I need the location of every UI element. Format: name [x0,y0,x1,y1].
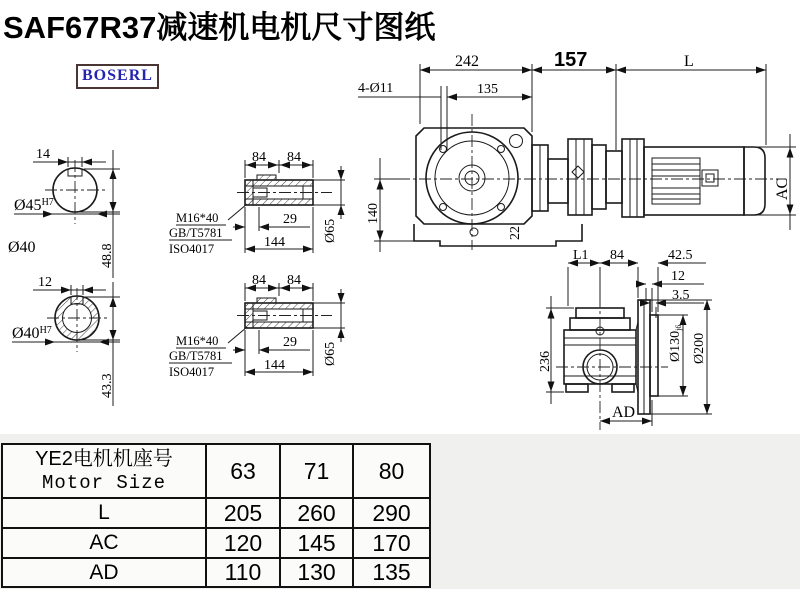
header-cn: YE2电机机座号 [35,448,173,470]
dim-bushing2-84b: 84 [287,273,301,288]
dim-135: 135 [477,82,498,97]
view-bushing-top [169,150,345,256]
dim-42-5: 42.5 [668,248,693,263]
dim-bushing-144: 144 [264,235,285,250]
row-label-AD: AD [2,558,206,587]
label-outer-dia: Ø40 [8,239,36,256]
label-bore-top: $Ø45^{H7}$ [14,197,54,214]
col-size-80: 80 [353,444,430,498]
row-label-L: L [2,498,206,528]
dim-L: L [684,53,694,70]
dim-bushing2-84a: 84 [252,273,266,288]
dim-key-width-top: 14 [36,147,50,162]
cell-L-63: 205 [206,498,280,528]
dim-22: 22 [508,226,523,240]
dim-L1: L1 [573,248,589,263]
view-bushing-bottom [169,273,345,379]
view-gearbox-back [538,248,712,430]
note-std-iso: ISO4017 [169,242,215,256]
dim-bushing2-29: 29 [283,335,297,350]
note-std-iso-2: ISO4017 [169,365,215,379]
note-thread-2: M16*40 [176,334,219,348]
dim-84-back: 84 [610,248,624,263]
cell-L-71: 260 [280,498,353,528]
brand-logo: BOSERL [76,64,159,89]
col-size-71: 71 [280,444,353,498]
table-row-AD [2,558,430,587]
cell-AD-71: 130 [280,558,353,587]
dim-bushing2-144: 144 [264,358,285,373]
dim-12-back: 12 [671,269,685,284]
table-header-motor-size [2,444,206,498]
dim-140: 140 [366,203,381,224]
dim-key-height-top: 48.8 [100,243,115,268]
table-row-AC [2,528,430,558]
col-size-63: 63 [206,444,280,498]
header-en: Motor Size [41,472,167,494]
dim-flange-dia: Ø200 [692,332,707,364]
dim-236: 236 [538,351,553,372]
dim-157: 157 [554,49,588,71]
dim-bushing2-od: Ø65 [323,341,338,366]
view-shaft-end-bottom [12,275,120,406]
dim-AC: AC [774,177,791,200]
dim-spigot-dia: Ø130j6 [668,324,683,362]
dim-AD: AD [612,404,636,421]
note-std-gb: GB/T5781 [169,226,223,240]
note-thread: M16*40 [176,211,219,225]
cell-AC-80: 170 [353,528,430,558]
cell-AC-71: 145 [280,528,353,558]
cell-L-80: 290 [353,498,430,528]
dim-bushing-od: Ø65 [323,218,338,243]
dim-3-5: 3.5 [672,288,690,303]
cell-AD-63: 110 [206,558,280,587]
table-row-L [2,498,430,528]
view-shaft-end-top [8,147,120,278]
dim-bushing-84b: 84 [287,150,301,165]
cell-AC-63: 120 [206,528,280,558]
row-label-AC: AC [2,528,206,558]
page-title: SAF67R37减速机电机尺寸图纸 [3,10,436,45]
dim-bushing-84a: 84 [252,150,266,165]
note-bolt-holes: 4-Ø11 [358,81,394,96]
dim-bushing-29: 29 [283,212,297,227]
dim-key-width-bottom: 12 [38,275,52,290]
motor-size-table [1,443,431,588]
dim-242: 242 [455,53,479,70]
cell-AD-80: 135 [353,558,430,587]
note-std-gb-2: GB/T5781 [169,349,223,363]
dim-key-height-bottom: 43.3 [100,373,115,398]
view-gearmotor-side [358,49,796,252]
label-bore-bottom: $Ø40^{H7}$ [12,325,52,342]
